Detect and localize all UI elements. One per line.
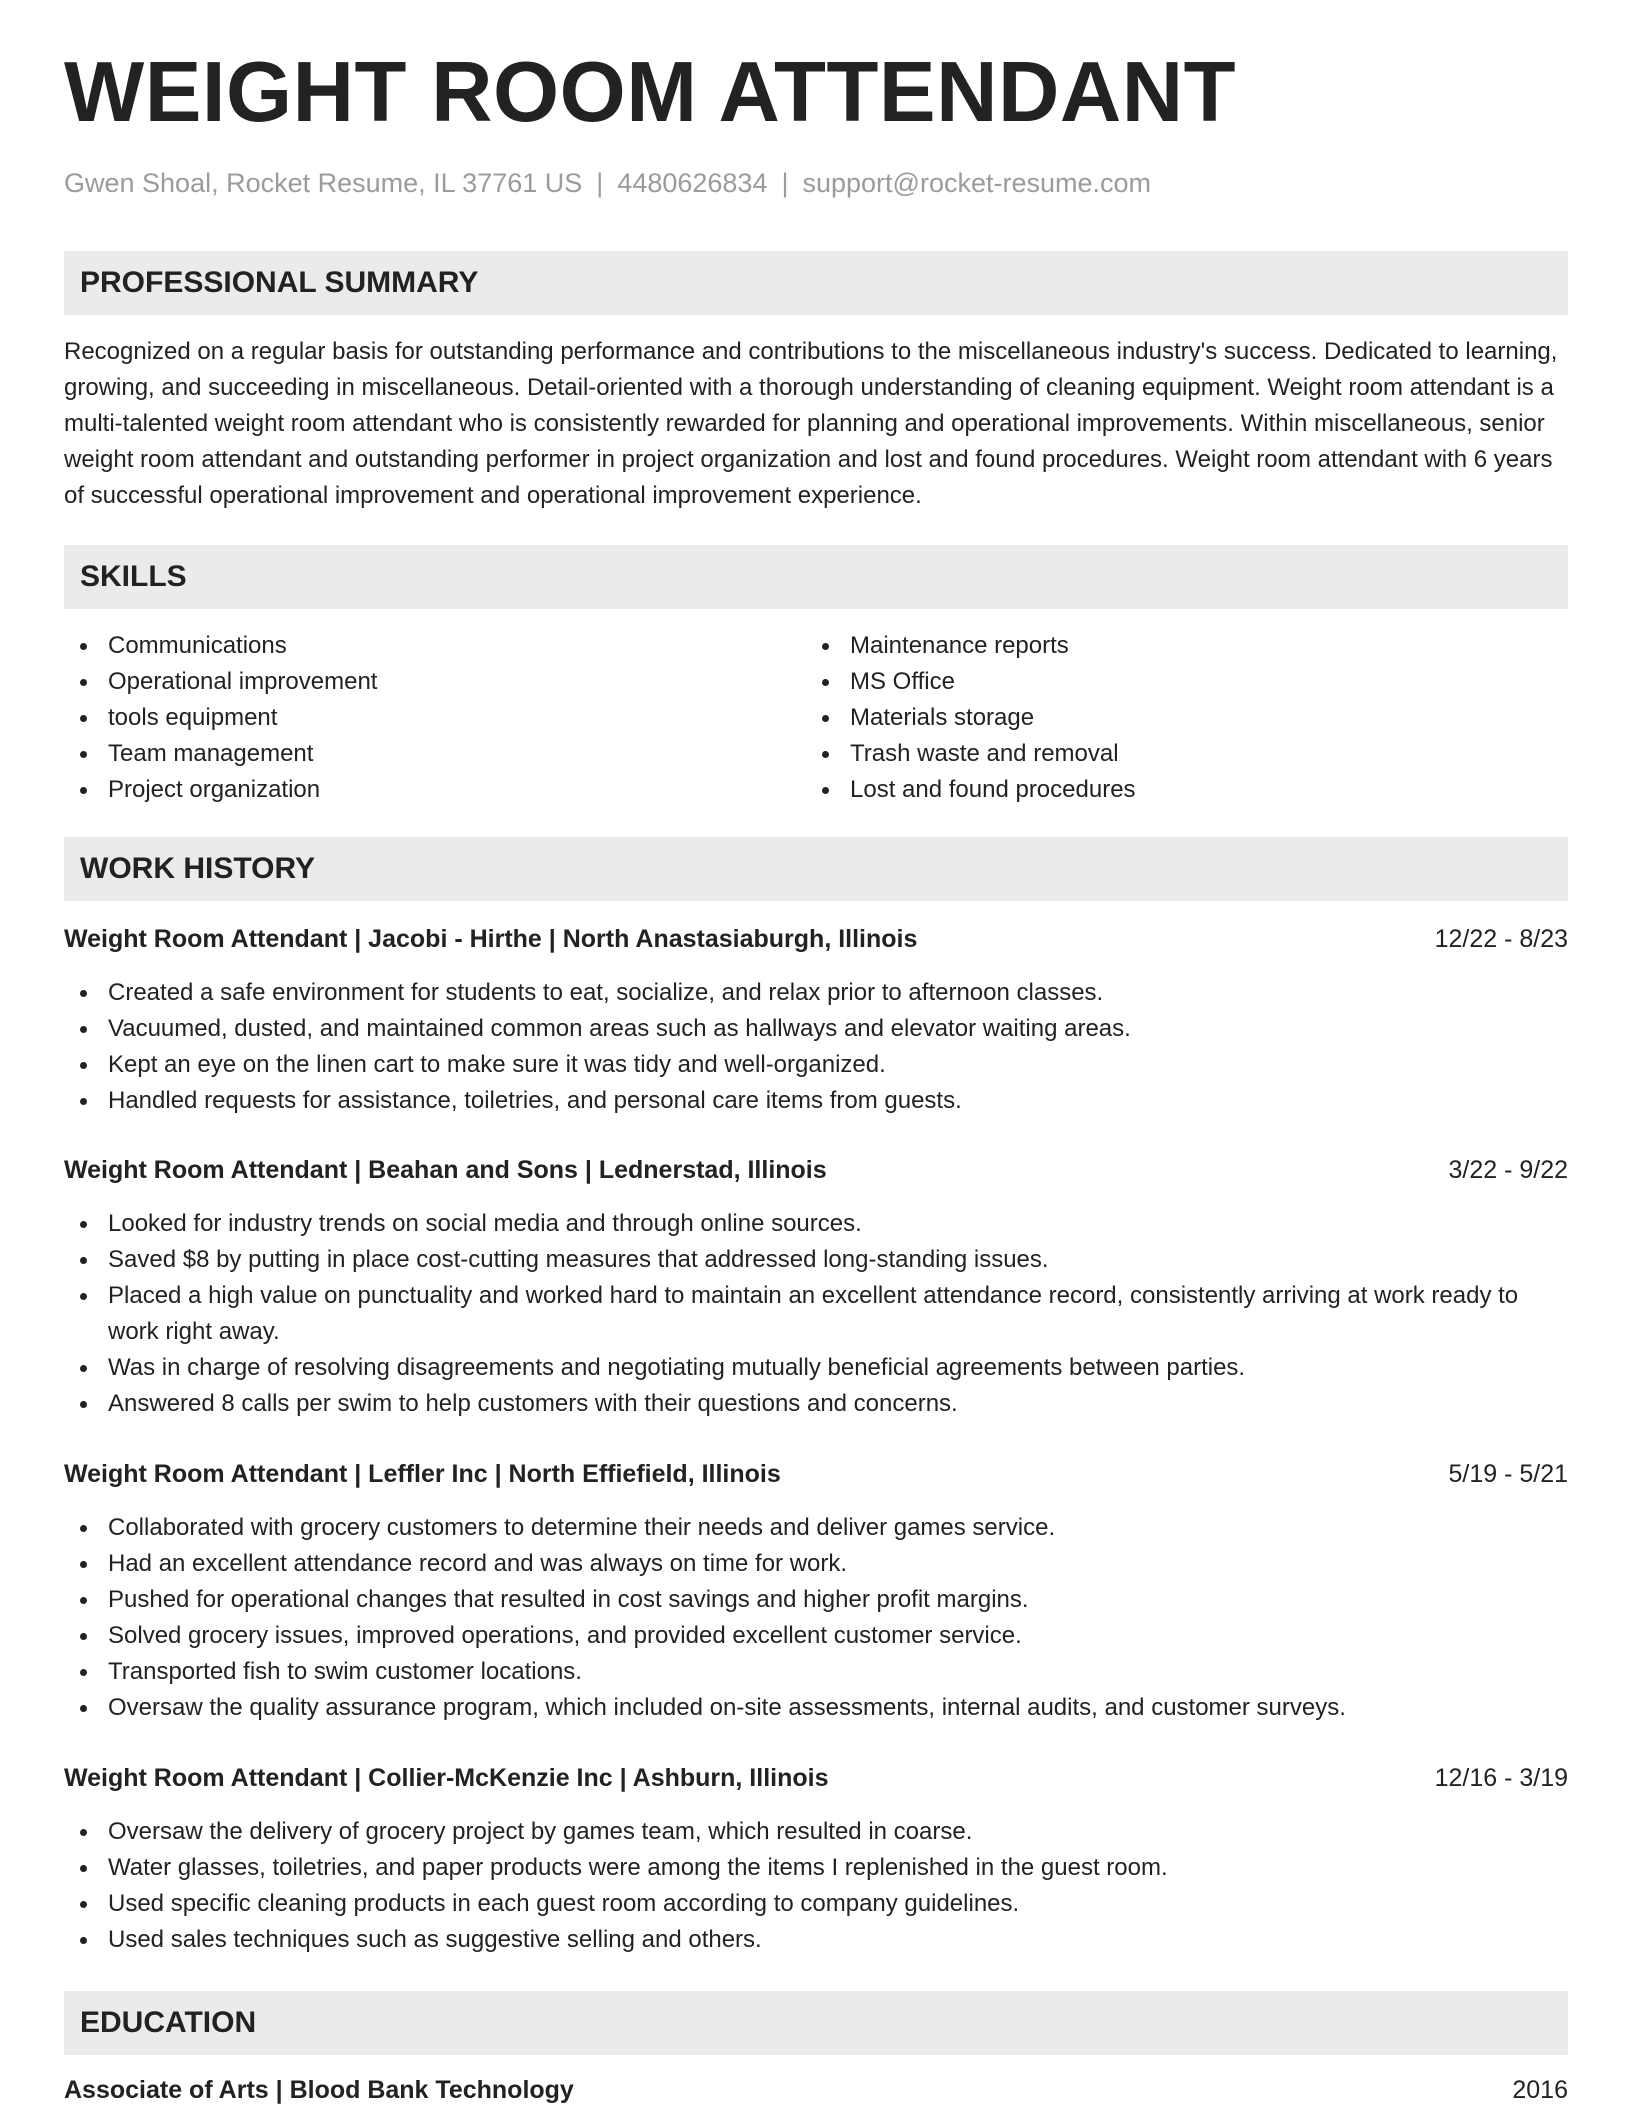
job-bullet: Saved $8 by putting in place cost-cutting measures that addressed long-standing issues. <box>64 1242 1568 1278</box>
job-title: Weight Room Attendant | Beahan and Sons | Lednerstad, Illinois <box>64 1156 827 1184</box>
section-heading-education: EDUCATION <box>64 1991 1568 2055</box>
section-heading-work-history: WORK HISTORY <box>64 837 1568 901</box>
education-year: 2016 <box>1512 2076 1568 2104</box>
job-entry <box>64 1152 1568 1422</box>
section-heading-skills: SKILLS <box>64 545 1568 609</box>
education-header <box>64 2072 1568 2108</box>
skill-item: MS Office <box>806 664 1548 700</box>
job-bullets <box>64 1510 1568 1726</box>
job-bullet: Looked for industry trends on social media and through online sources. <box>64 1206 1568 1242</box>
skills-column-left <box>64 628 806 808</box>
skill-item: Trash waste and removal <box>806 736 1548 772</box>
contact-phone: 4480626834 <box>617 168 768 198</box>
contact-separator: | <box>596 168 604 198</box>
job-header <box>64 1760 1568 1796</box>
skill-item: tools equipment <box>64 700 806 736</box>
job-bullet: Oversaw the quality assurance program, which included on-site assessments, internal audits, and customer surveys. <box>64 1690 1568 1726</box>
resume-title: WEIGHT ROOM ATTENDANT <box>64 45 1237 140</box>
contact-separator: | <box>781 168 789 198</box>
job-bullets <box>64 975 1568 1119</box>
job-entry <box>64 1760 1568 1958</box>
skills-column-right <box>806 628 1548 808</box>
job-dates: 5/19 - 5/21 <box>1448 1460 1568 1488</box>
job-bullet: Transported fish to swim customer locations. <box>64 1654 1568 1690</box>
education-degree: Associate of Arts | Blood Bank Technology <box>64 2076 574 2104</box>
contact-email: support@rocket-resume.com <box>802 168 1152 198</box>
skills-list <box>64 628 1568 808</box>
job-dates: 12/22 - 8/23 <box>1434 925 1568 953</box>
job-bullet: Used specific cleaning products in each guest room according to company guidelines. <box>64 1886 1568 1922</box>
job-bullet: Kept an eye on the linen cart to make sure it was tidy and well-organized. <box>64 1047 1568 1083</box>
contact-line <box>64 168 1151 199</box>
skill-item: Materials storage <box>806 700 1548 736</box>
skill-item: Maintenance reports <box>806 628 1548 664</box>
job-entry <box>64 1456 1568 1726</box>
job-bullet: Answered 8 calls per swim to help customers with their questions and concerns. <box>64 1386 1568 1422</box>
job-bullet: Used sales techniques such as suggestive selling and others. <box>64 1922 1568 1958</box>
job-bullet: Oversaw the delivery of grocery project by games team, which resulted in coarse. <box>64 1814 1568 1850</box>
skill-item: Project organization <box>64 772 806 808</box>
job-bullet: Solved grocery issues, improved operations, and provided excellent customer service. <box>64 1618 1568 1654</box>
job-bullet: Had an excellent attendance record and was always on time for work. <box>64 1546 1568 1582</box>
section-heading-summary: PROFESSIONAL SUMMARY <box>64 251 1568 315</box>
job-bullet: Pushed for operational changes that resulted in cost savings and higher profit margins. <box>64 1582 1568 1618</box>
job-bullet: Vacuumed, dusted, and maintained common areas such as hallways and elevator waiting areas. <box>64 1011 1568 1047</box>
job-dates: 12/16 - 3/19 <box>1434 1764 1568 1792</box>
job-title: Weight Room Attendant | Jacobi - Hirthe | North Anastasiaburgh, Illinois <box>64 925 918 953</box>
job-header <box>64 921 1568 957</box>
job-header <box>64 1456 1568 1492</box>
summary-text: Recognized on a regular basis for outstanding performance and contributions to the miscellaneous industry's success. Dedicated to learning, growing, and succeeding in miscellaneous. Detail-oriented with a thorough understanding of cleaning equipment. Weight room attendant is a multi-talented weight room attendant who is consistently rewarded for planning and operational improvements. Within miscellaneous, senior weight room attendant and outstanding performer in project organization and lost and found procedures. Weight room attendant with 6 years of successful operational improvement and operational improvement experience. <box>64 338 1558 509</box>
skill-item: Lost and found procedures <box>806 772 1548 808</box>
job-bullets <box>64 1206 1568 1422</box>
job-title: Weight Room Attendant | Leffler Inc | North Effiefield, Illinois <box>64 1460 781 1488</box>
job-header <box>64 1152 1568 1188</box>
skill-item: Communications <box>64 628 806 664</box>
job-bullet: Placed a high value on punctuality and worked hard to maintain an excellent attendance record, consistently arriving at work ready to work right away. <box>64 1278 1568 1350</box>
skill-item: Team management <box>64 736 806 772</box>
job-bullet: Water glasses, toiletries, and paper products were among the items I replenished in the guest room. <box>64 1850 1568 1886</box>
job-bullet: Handled requests for assistance, toiletries, and personal care items from guests. <box>64 1083 1568 1119</box>
education-entry <box>64 2072 1568 2108</box>
job-bullet: Collaborated with grocery customers to determine their needs and deliver games service. <box>64 1510 1568 1546</box>
job-bullet: Created a safe environment for students to eat, socialize, and relax prior to afternoon classes. <box>64 975 1568 1011</box>
job-bullet: Was in charge of resolving disagreements and negotiating mutually beneficial agreements between parties. <box>64 1350 1568 1386</box>
job-bullets <box>64 1814 1568 1958</box>
contact-address: Gwen Shoal, Rocket Resume, IL 37761 US <box>64 168 583 198</box>
job-title: Weight Room Attendant | Collier-McKenzie Inc | Ashburn, Illinois <box>64 1764 829 1792</box>
skill-item: Operational improvement <box>64 664 806 700</box>
job-entry <box>64 921 1568 1119</box>
job-dates: 3/22 - 9/22 <box>1448 1156 1568 1184</box>
